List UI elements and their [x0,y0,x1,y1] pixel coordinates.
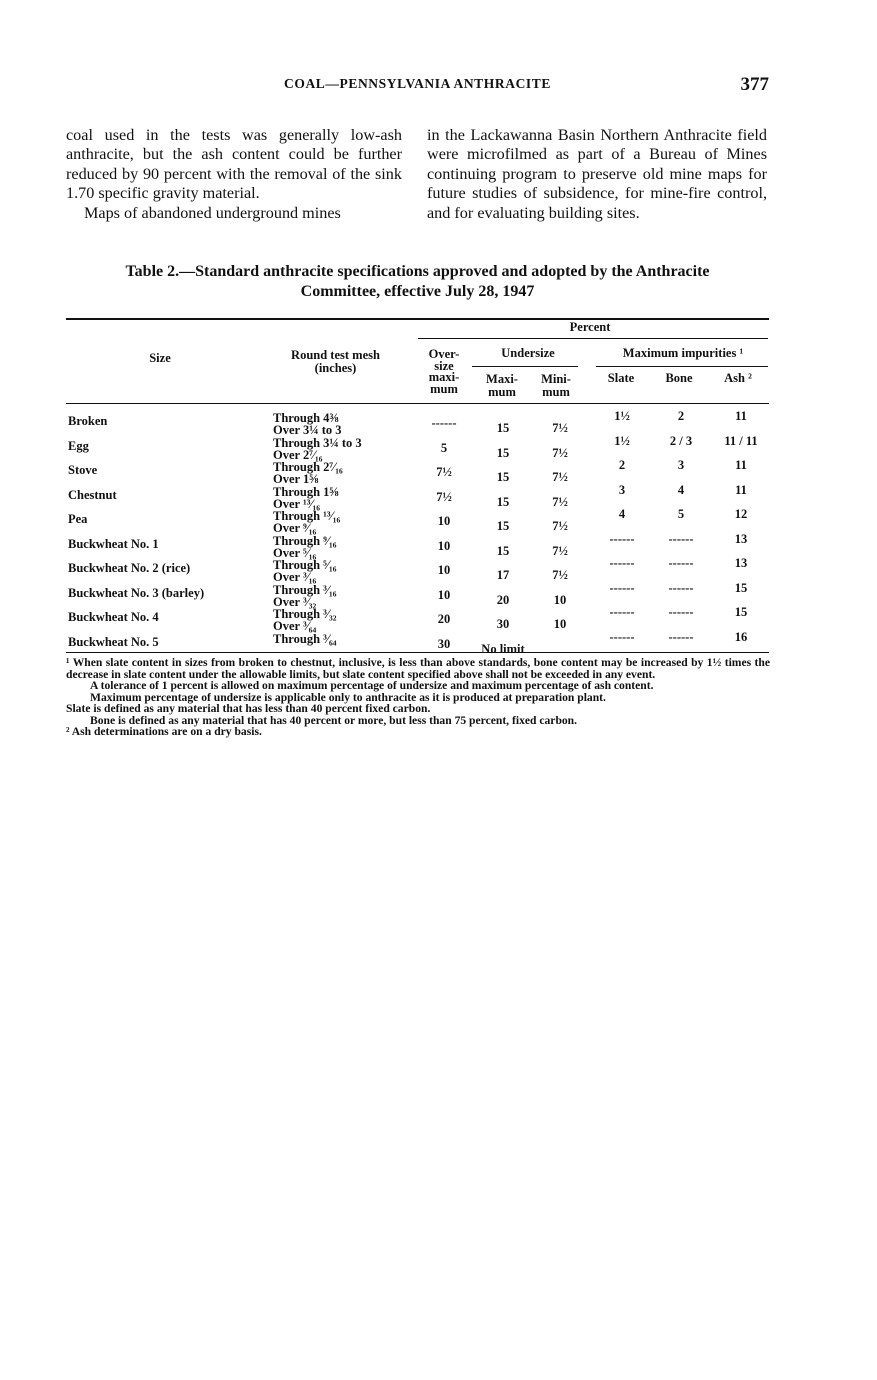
header-mesh-line2: (inches) [314,360,357,375]
header-under-min [532,373,580,398]
slate-cell: 3 [618,482,626,497]
slate-cell: 2 [618,458,626,472]
mesh-through-cell: Through 3¼ to 3 [273,435,362,450]
left-column [66,126,402,223]
slate-cell: ------ [609,629,635,644]
header-oversize-2: size [434,358,454,373]
footnote-1: ¹ When slate content in sizes from broken to chestnut, inclusive, is less than above standards, bone content may be increased by 1½ times the decrease in slate content under the allowable limits, but slate content specified above shall not be exceeded in any event. [66,656,770,681]
size-cell: Stove [68,463,98,477]
mesh-over-cell: Over ³⁄₁₆ [273,570,317,584]
table-title-line-1: Table 2.—Standard anthracite specifications approved and adopted by the Anthracite [125,263,710,280]
page-number: 377 [740,74,769,95]
footnote-tolerance: A tolerance of 1 percent is allowed on maximum percentage of undersize and maximum percentage of ash content. [90,679,654,692]
ash-cell: 11 [735,482,747,497]
ash-cell: 13 [734,556,748,570]
mesh-over-cell: Over 1⅝ [273,472,319,486]
header-undersize: Undersize [501,346,555,360]
table-top-rule [66,318,769,320]
left-paragraph-2: Maps of abandoned underground mines [84,203,341,222]
mesh-through-cell: Through ³⁄₁₆ [273,582,337,597]
oversize-cell: 7½ [436,465,452,479]
slate-cell: 1½ [614,433,630,448]
oversize-cell: ------ [431,416,457,430]
under-max-cell: 15 [496,421,510,435]
bone-cell: ------ [668,531,694,546]
header-under-max-1: Maxi- [486,372,518,386]
mesh-through-cell: Through ⁹⁄₁₆ [273,533,337,548]
size-cell: Buckwheat No. 4 [68,610,159,624]
ash-cell: 13 [734,531,748,546]
size-cell: Buckwheat No. 3 (barley) [68,585,205,600]
oversize-cell: 10 [437,587,451,602]
footnote-2: ² Ash determinations are on a dry basis. [66,725,262,738]
bone-cell: 2 / 3 [669,433,693,448]
ash-cell: 11 [735,458,747,472]
table-row [66,580,769,609]
table-row [66,556,769,584]
left-paragraph-1: coal used in the tests was generally low-ash anthracite, but the ash content could be further reduced by 90 percent with the removal of the sink 1.70 specific gravity material. [66,126,402,203]
slate-cell: 1½ [614,409,630,423]
table-row [66,507,769,535]
under-min-cell: 7½ [552,445,568,460]
table-row [66,531,769,560]
bone-cell: 3 [677,458,685,472]
mesh-over-cell: Over ⁹⁄₁₆ [273,521,317,535]
slate-cell: ------ [609,531,635,546]
oversize-cell: 10 [437,514,451,528]
table-row [66,458,769,486]
ash-cell: 16 [734,629,748,644]
mesh-over-cell: Over 3¼ to 3 [273,423,342,437]
header-oversize-4: mum [430,381,458,396]
running-head: COAL—PENNSYLVANIA ANTHRACITE [284,76,551,91]
slate-cell: 4 [618,507,626,521]
header-bottom-rule [66,403,769,404]
undersize-rule [472,366,578,367]
mesh-through-cell: Through ³⁄₆₄ [273,631,337,646]
oversize-cell: 20 [437,612,451,626]
percent-rule [418,338,768,339]
mesh-through-cell: Through ³⁄₃₂ [273,607,337,621]
ash-cell: 15 [734,605,748,619]
under-max-cell: 15 [496,519,510,533]
mesh-through-cell: Through 2⁷⁄₁₆ [273,460,343,474]
ash-cell: 15 [734,580,748,595]
header-oversize [418,349,470,395]
under-max-cell: 30 [496,617,510,631]
ash-cell: 12 [734,507,748,521]
bone-cell: ------ [668,580,694,595]
mesh-through-cell: Through ⁵⁄₁₆ [273,558,337,572]
size-cell: Chestnut [68,487,117,502]
size-cell: Buckwheat No. 5 [68,634,159,649]
bone-cell: ------ [668,605,694,619]
header-mesh [268,349,403,374]
mesh-through-cell: Through ¹³⁄₁₆ [273,509,341,523]
under-max-cell: 17 [496,568,510,582]
under-min-cell: 7½ [552,421,568,435]
under-min-cell: 7½ [552,470,568,484]
under-min-cell: 7½ [552,543,568,558]
under-max-cell: 15 [496,494,510,509]
right-paragraph-1: in the Lackawanna Basin Northern Anthracite field were microfilmed as part of a Bureau of Mines continuing program to preserve old mine maps for future studies of subsidence, for mine-fire control, and for evaluating building sites. [427,126,767,222]
slate-cell: ------ [609,580,635,595]
under-min-cell: 7½ [552,568,568,582]
header-ash: Ash ² [724,371,752,385]
table-title-line-2: Committee, effective July 28, 1947 [300,283,535,300]
under-min-cell: 7½ [552,494,568,509]
mesh-over-cell: Over ³⁄₃₂ [273,594,317,609]
footnote-slate: Slate is defined as any material that has less than 40 percent fixed carbon. [66,702,431,715]
page-header [66,74,769,98]
bone-cell: 2 [677,409,685,423]
table-row [66,482,769,511]
under-max-cell: 20 [496,592,510,607]
bone-cell: ------ [668,629,694,644]
footnotes [66,657,770,738]
under-min-cell: 7½ [552,519,568,533]
under-max-cell: No limit [481,641,525,656]
size-cell: Broken [68,414,108,428]
slate-cell: ------ [609,605,635,619]
under-max-cell: 15 [496,543,510,558]
under-max-cell: 15 [496,445,510,460]
bone-cell: 4 [677,482,685,497]
footnote-bone: Bone is defined as any material that has 40 percent or more, but less than 75 percent, fixed carbon. [90,713,578,727]
mesh-through-cell: Through 4⅜ [273,411,339,425]
table-row [66,605,769,633]
header-under-min-2: mum [542,384,570,399]
bone-cell: ------ [668,556,694,570]
under-max-cell: 15 [496,470,510,484]
under-min-cell: 10 [553,592,567,607]
mesh-over-cell: Over 2⁷⁄₁₆ [273,447,323,462]
mesh-through-cell: Through 1⅝ [273,484,339,499]
oversize-cell: 7½ [436,489,452,504]
header-oversize-1: Over- [428,347,460,361]
table-row [66,433,769,462]
header-under-max [478,373,526,398]
header-slate: Slate [607,371,635,385]
mesh-over-cell: Over ⁵⁄₁₆ [273,545,317,560]
slate-cell: ------ [609,556,635,570]
size-cell: Egg [68,438,89,453]
table-row [66,629,769,658]
mesh-over-cell: Over ³⁄₆₄ [273,619,317,633]
size-cell: Pea [68,512,88,526]
footnote-undersize: Maximum percentage of undersize is applicable only to anthracite as it is produced at preparation plant. [90,690,606,704]
header-under-min-1: Mini- [541,372,571,386]
oversize-cell: 10 [437,538,451,553]
header-bone: Bone [665,371,693,385]
table-title [66,262,769,302]
header-under-max-2: mum [488,384,516,399]
oversize-cell: 30 [437,636,451,651]
ash-cell: 11 [735,409,747,423]
under-min-cell: 10 [553,617,567,631]
oversize-cell: 5 [440,440,448,455]
size-cell: Buckwheat No. 1 [68,536,159,551]
right-column [427,126,767,223]
header-size: Size [149,351,171,365]
oversize-cell: 10 [437,563,451,577]
impurities-rule [596,366,768,367]
header-impurities: Maximum impurities ¹ [622,346,744,360]
header-percent: Percent [569,320,611,334]
ash-cell: 11 / 11 [724,433,758,448]
size-cell: Buckwheat No. 2 (rice) [68,561,191,575]
header-oversize-3: maxi- [428,370,460,384]
table-row [66,409,769,437]
mesh-over-cell: Over ¹³⁄₁₆ [273,496,321,511]
header-mesh-line1: Round test mesh [291,348,380,362]
bone-cell: 5 [677,507,685,521]
